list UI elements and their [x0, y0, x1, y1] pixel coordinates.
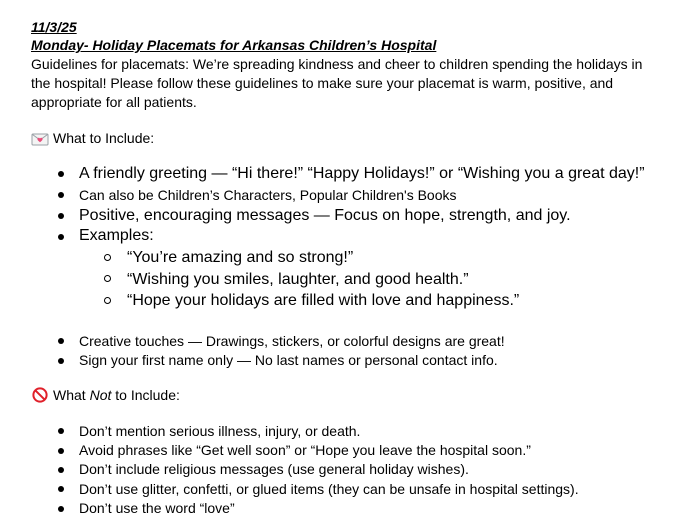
- document-page: [31, 18, 661, 518]
- exclude-heading-text: What Not to Include:: [53, 386, 180, 403]
- hollow-bullet-icon: [104, 297, 111, 304]
- bullet-icon: [58, 338, 64, 344]
- bullet-icon: [58, 358, 64, 364]
- list-item: A friendly greeting — “Hi there!” “Happy Holidays!” or “Wishing you a great day!”: [31, 164, 661, 185]
- include-heading-text: What to Include:: [53, 130, 155, 146]
- document-title: Monday- Holiday Placemats for Arkansas Children’s Hospital: [31, 37, 437, 53]
- love-letter-icon: [31, 131, 49, 147]
- include-more-list: [31, 332, 661, 371]
- intro-paragraph: Guidelines for placemats: We’re spreading kindness and cheer to children spending the holidays in the hospital! Please follow these guidelines to make sure your placemat is warm, positive, and appropriate for all patients.: [31, 56, 643, 110]
- document-date: 11/3/25: [31, 19, 77, 35]
- include-heading: [31, 129, 661, 148]
- bullet-icon: [58, 171, 64, 177]
- list-item: Avoid phrases like “Get well soon” or “Hope you leave the hospital soon.”: [31, 441, 661, 460]
- example-item: “Wishing you smiles, laughter, and good health.”: [31, 269, 661, 291]
- list-item: Positive, encouraging messages — Focus on hope, strength, and joy.: [31, 206, 661, 227]
- prohibited-icon: [31, 387, 49, 403]
- list-item: Don’t use glitter, confetti, or glued items (they can be unsafe in hospital settings).: [31, 480, 661, 499]
- hollow-bullet-icon: [104, 275, 111, 282]
- exclude-heading: [31, 386, 661, 405]
- bullet-icon: [58, 486, 64, 492]
- list-item: Don’t include religious messages (use general holiday wishes).: [31, 460, 661, 479]
- bullet-icon: [58, 213, 64, 219]
- bullet-icon: [58, 428, 64, 434]
- list-item: Can also be Children’s Characters, Popular Children's Books: [31, 185, 661, 206]
- list-item: Creative touches — Drawings, stickers, or colorful designs are great!: [31, 332, 661, 352]
- list-item: Don’t mention serious illness, injury, or death.: [31, 422, 661, 441]
- hollow-bullet-icon: [104, 254, 111, 261]
- bullet-icon: [58, 506, 64, 512]
- list-item: Sign your first name only — No last names or personal contact info.: [31, 351, 661, 371]
- bullet-icon: [58, 192, 64, 198]
- examples-list: [31, 247, 661, 312]
- list-item: Examples:: [31, 226, 661, 247]
- exclude-list: [31, 422, 661, 518]
- example-item: “You’re amazing and so strong!”: [31, 247, 661, 269]
- example-item: “Hope your holidays are filled with love and happiness.”: [31, 290, 661, 312]
- bullet-icon: [58, 467, 64, 473]
- bullet-icon: [58, 234, 64, 240]
- list-item: Don’t use the word “love”: [31, 499, 661, 518]
- include-list: [31, 164, 661, 247]
- bullet-icon: [58, 448, 64, 454]
